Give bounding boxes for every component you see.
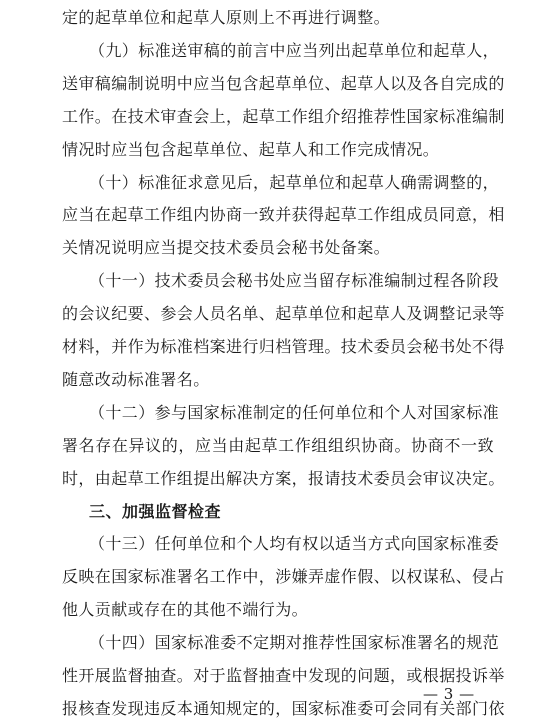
text-line: 报核查发现违反本通知规定的，国家标准委可会同有关部门依 <box>62 699 505 718</box>
text-line: 工作。在技术审查会上，起草工作组介绍推荐性国家标准编制 <box>62 107 505 126</box>
text-line: 他人贡献或存在的其他不端行为。 <box>62 600 309 619</box>
text-line: 情况时应当包含起草单位、起草人和工作完成情况。 <box>62 140 440 159</box>
text-line: 送审稿编制说明中应当包含起草单位、起草人以及各自完成的 <box>62 74 505 93</box>
text-line: （十四）国家标准委不定期对推荐性国家标准署名的规范 <box>89 633 500 652</box>
page-number: — 3 — <box>423 685 475 703</box>
text-line: （十一）技术委员会秘书处应当留存标准编制过程各阶段 <box>89 271 500 290</box>
text-line: 性开展监督抽查。对于监督抽查中发现的问题，或根据投诉举 <box>62 666 505 685</box>
text-line: （十二）参与国家标准制定的任何单位和个人对国家标准 <box>89 403 500 422</box>
text-line: 关情况说明应当提交技术委员会秘书处备案。 <box>62 238 391 257</box>
text-line: 随意改动标准署名。 <box>62 370 210 389</box>
text-line: 时，由起草工作组提出解决方案，报请技术委员会审议决定。 <box>62 469 505 488</box>
text-line: 材料，并作为标准档案进行归档管理。技术委员会秘书处不得 <box>62 337 505 356</box>
text-line: （十）标准征求意见后，起草单位和起草人确需调整的， <box>89 173 500 192</box>
section-heading: 三、加强监督检查 <box>89 502 222 521</box>
text-line: 的会议纪要、参会人员名单、起草单位和起草人及调整记录等 <box>62 304 505 323</box>
text-line: 定的起草单位和起草人原则上不再进行调整。 <box>62 8 391 27</box>
text-line: （十三）任何单位和个人均有权以适当方式向国家标准委 <box>89 534 500 553</box>
text-line: 署名存在异议的，应当由起草工作组组织协商。协商不一致 <box>62 436 494 455</box>
text-line: （九）标准送审稿的前言中应当列出起草单位和起草人， <box>89 41 500 60</box>
text-line: 应当在起草工作组内协商一致并获得起草工作组成员同意，相 <box>62 205 505 224</box>
text-line: 反映在国家标准署名工作中，涉嫌弄虚作假、以权谋私、侵占 <box>62 567 505 586</box>
